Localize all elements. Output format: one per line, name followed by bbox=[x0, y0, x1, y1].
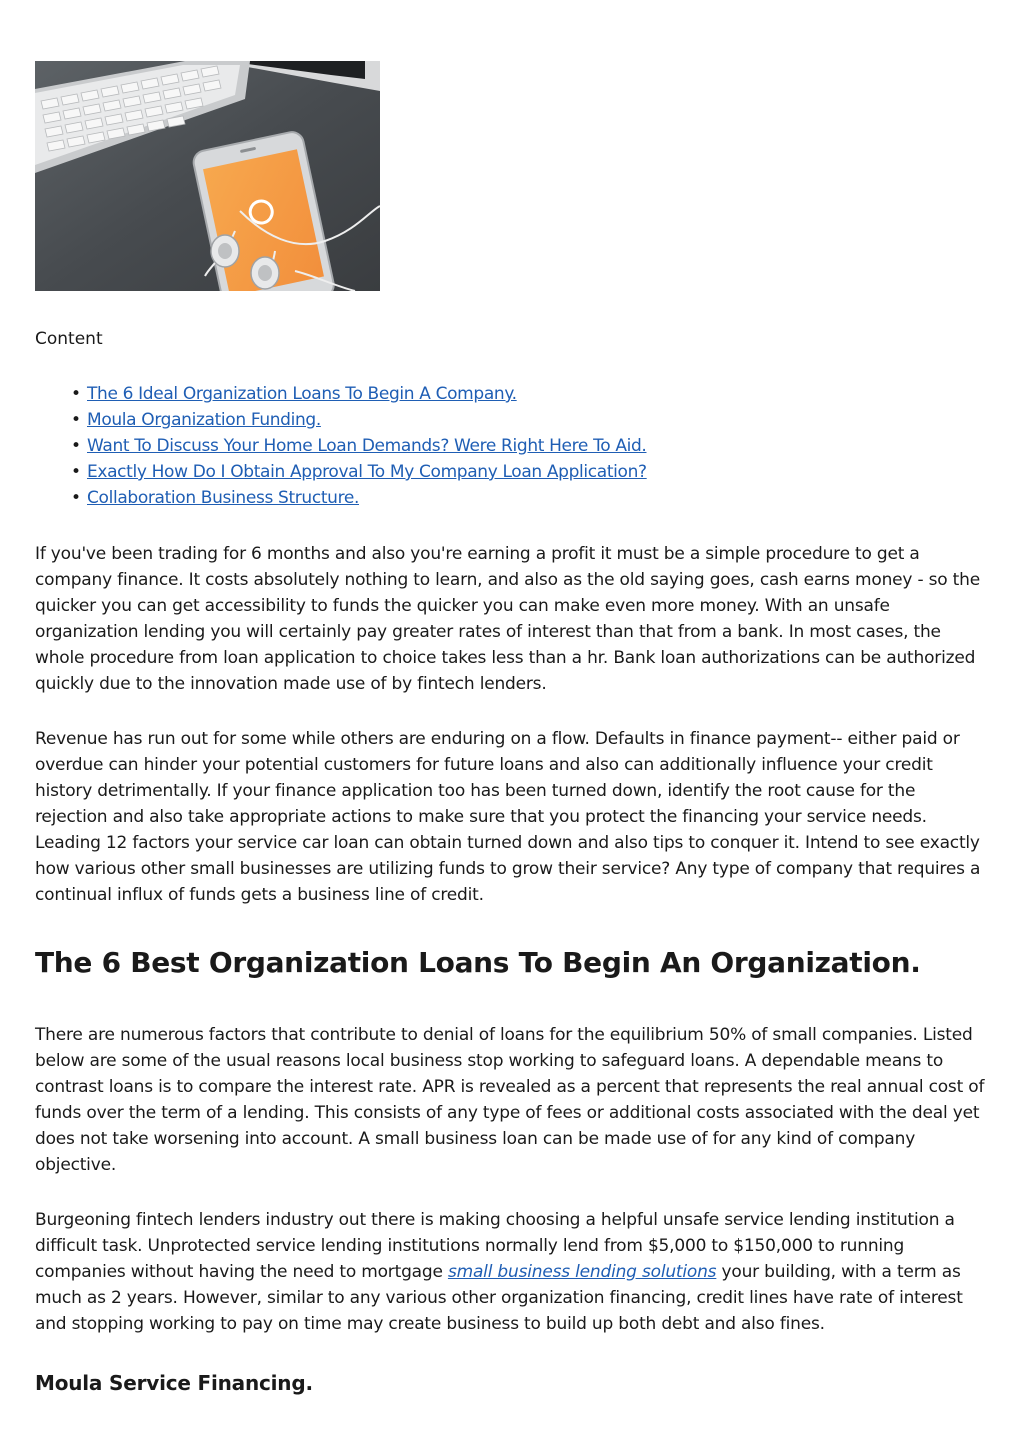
section-heading: The 6 Best Organization Loans To Begin An Organization. bbox=[35, 946, 921, 979]
hero-photo bbox=[35, 61, 380, 291]
paragraph-text: your building, with a term as much as 2 years. However, similar to any various other organization financing, credit lines have rate of interest and stopping working to pay on time may create business to build up both debt and also fines. bbox=[35, 1262, 963, 1334]
toc-link[interactable]: Moula Organization Funding. bbox=[87, 410, 321, 430]
table-of-contents bbox=[35, 381, 990, 511]
paragraph-factors: There are numerous factors that contribute to denial of loans for the equilibrium 50% of small companies. Listed below are some of the usual reasons local business stop working to safeguard loans. A dependable means to contrast loans is to compare the interest rate. APR is revealed as a percent that represents the real annual cost of funds over the term of a lending. This consists of any type of fees or additional costs associated with the deal yet does not take worsening into account. A small business loan can be made use of for any kind of company objective. bbox=[35, 1025, 985, 1175]
keyboard-phone-earbuds-photo bbox=[35, 61, 380, 291]
paragraph-revenue: Revenue has run out for some while others are enduring on a flow. Defaults in finance payment-- either paid or overdue can hinder your potential customers for future loans and also can additionally influence your credit history detrimentally. If your finance application too has been turned down, identify the root cause for the rejection and also take appropriate actions to make sure that you protect the financing your service needs. Leading 12 factors your service car loan can obtain turned down and also tips to conquer it. Intend to see exactly how various other small businesses are utilizing funds to grow their service? Any type of company that requires a continual influx of funds gets a business line of credit. bbox=[35, 729, 981, 905]
toc-link[interactable]: Exactly How Do I Obtain Approval To My Company Loan Application? bbox=[87, 462, 647, 482]
toc-item bbox=[87, 381, 990, 407]
toc-item bbox=[87, 485, 990, 511]
toc-link[interactable]: Collaboration Business Structure. bbox=[87, 488, 360, 508]
toc-item bbox=[87, 407, 990, 433]
article bbox=[35, 61, 990, 1398]
paragraph-intro: If you've been trading for 6 months and also you're earning a profit it must be a simple procedure to get a company finance. It costs absolutely nothing to learn, and also as the old saying goes, cash earns money - so the quicker you can get accessibility to funds the quicker you can make even more money. With an unsafe organization lending you will certainly pay greater rates of interest than that from a bank. In most cases, the whole procedure from loan application to choice takes less than a hr. Bank loan authorizations can be authorized quickly due to the innovation made use of by fintech lenders. bbox=[35, 544, 980, 694]
subsection-heading: Moula Service Financing. bbox=[35, 1371, 313, 1395]
toc-link[interactable]: The 6 Ideal Organization Loans To Begin A Company. bbox=[87, 384, 517, 404]
inline-link-small-business-lending[interactable]: small business lending solutions bbox=[447, 1262, 717, 1282]
paragraph-fintech bbox=[35, 1207, 990, 1337]
content-label: Content bbox=[35, 329, 103, 349]
paragraph-text: Burgeoning fintech lenders industry out there is making choosing a helpful unsafe service lending institution a difficult task. Unprotected service lending institutions normally lend from $5,000 to $150,000 to running companies without having the need to mortgage bbox=[35, 1210, 955, 1282]
toc-item bbox=[87, 459, 990, 485]
toc-item bbox=[87, 433, 990, 459]
toc-link[interactable]: Want To Discuss Your Home Loan Demands? Were Right Here To Aid. bbox=[87, 436, 647, 456]
